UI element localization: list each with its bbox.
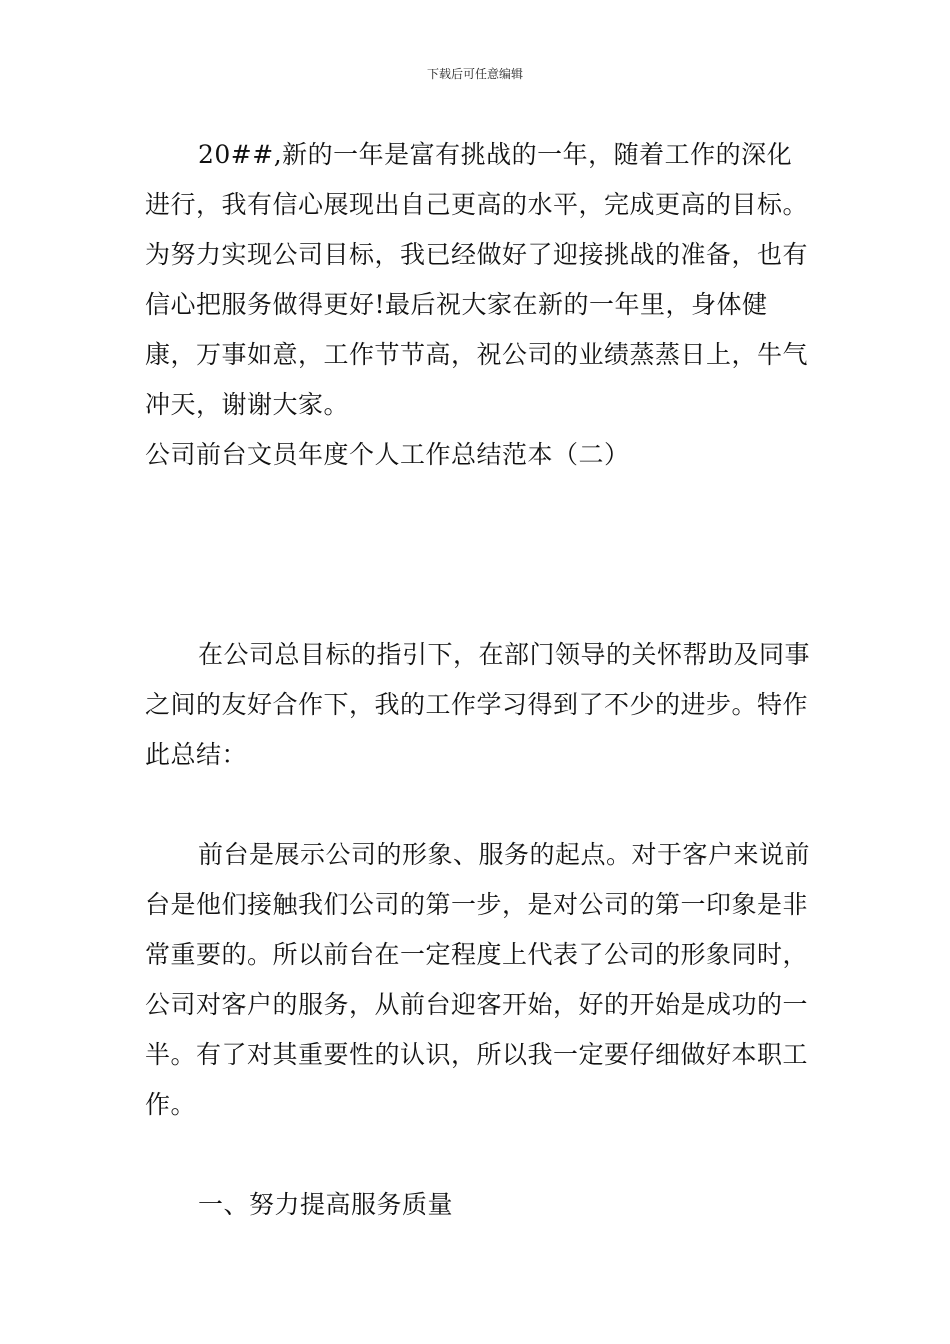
document-title: 公司前台文员年度个人工作总结范本（二）: [145, 440, 630, 469]
document-body: [145, 130, 810, 1230]
section-heading: 一、努力提高服务质量: [198, 1190, 454, 1219]
page-header: 下载后可任意编辑: [426, 67, 523, 81]
paragraph-front-desk: 前台是展示公司的形象、服务的起点。对于客户来说前台是他们接触我们公司的第一步，是对公司的第一印象是非常重要的。所以前台在一定程度上代表了公司的形象同时，公司对客户的服务，从前台迎客开始，好的开始是成功的一半。有了对其重要性的认识，所以我一定要仔细做好本职工作。: [145, 840, 811, 1119]
paragraph-closing: 20##,新的一年是富有挑战的一年，随着工作的深化进行，我有信心展现出自己更高的水平，完成更高的目标。为努力实现公司目标，我已经做好了迎接挑战的准备，也有信心把服务做得更好!最后祝大家在新的一年里，身体健康，万事如意，工作节节高，祝公司的业绩蒸蒸日上，牛气冲天，谢谢大家。: [145, 140, 809, 419]
paragraph-intro: 在公司总目标的指引下，在部门领导的关怀帮助及同事之间的友好合作下，我的工作学习得到了不少的进步。特作此总结：: [145, 640, 811, 769]
